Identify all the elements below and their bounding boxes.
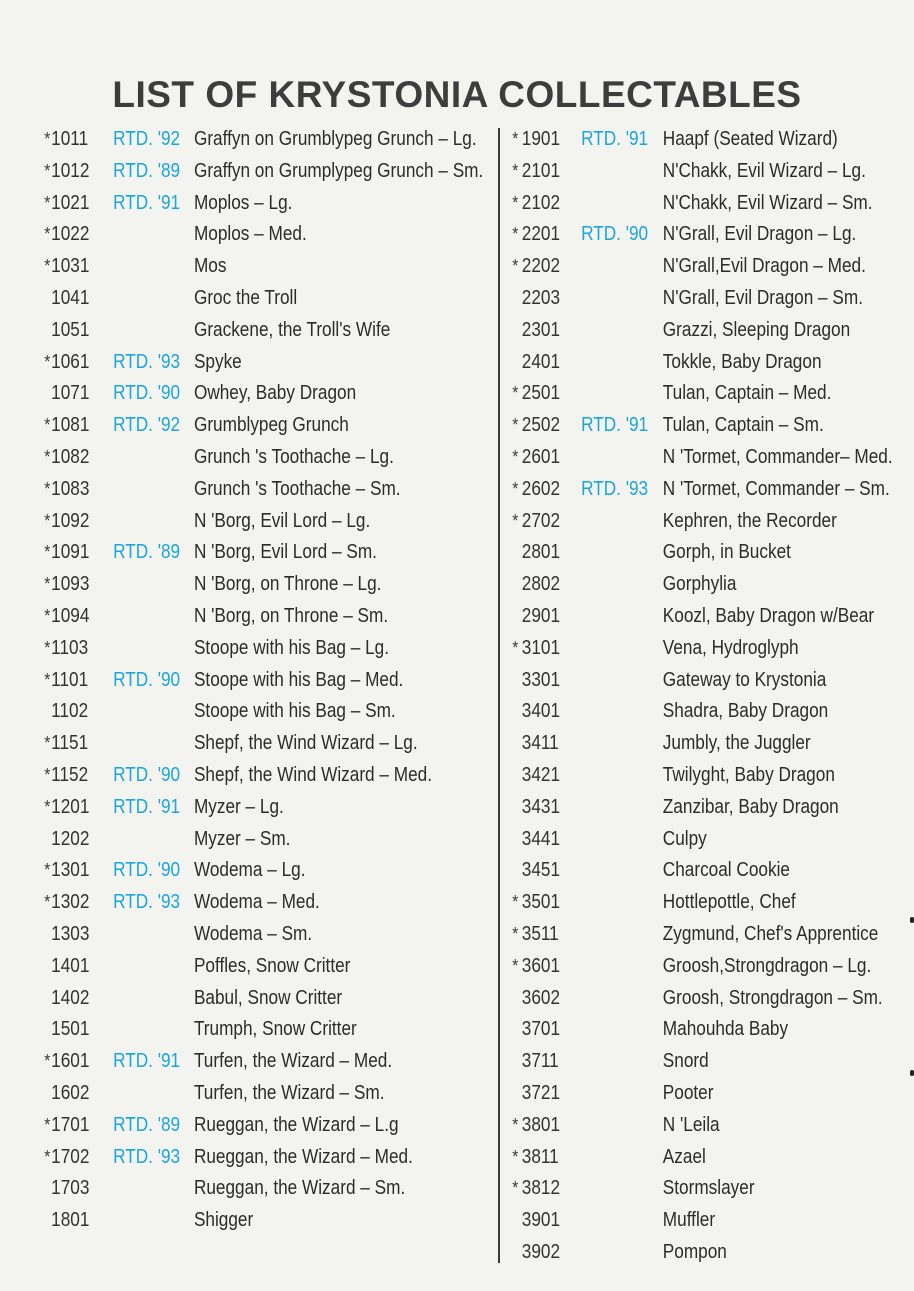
item-name: N 'Borg, on Throne – Sm. (193, 604, 389, 627)
item-name: Stormslayer (662, 1177, 755, 1200)
item-name: Muffler (662, 1209, 716, 1232)
collectable-row (508, 410, 852, 442)
item-name: Haapf (Seated Wizard) (662, 128, 838, 150)
retired-label: RTD. '89 (113, 159, 181, 182)
item-number: 3441 (521, 827, 561, 850)
availability-mark: * (44, 351, 51, 372)
item-name: Stoope with his Bag – Med. (193, 668, 404, 691)
collectable-row (40, 760, 431, 792)
item-name: Mos (193, 255, 227, 278)
item-name: Vena, Hydroglyph (662, 636, 799, 659)
item-name: Groc the Troll (193, 286, 298, 309)
availability-mark: * (44, 733, 51, 754)
item-name: Poffles, Snow Critter (193, 954, 351, 977)
item-name: N 'Borg, Evil Lord – Sm. (193, 541, 377, 564)
collectable-row (508, 1173, 852, 1205)
item-name: Graffyn on Grumplypeg Grunch – Sm. (193, 159, 484, 182)
collectable-row (508, 251, 866, 283)
item-name: Snord (662, 1050, 709, 1073)
item-name: Pompon (662, 1240, 727, 1263)
item-name: Tulan, Captain – Med. (662, 382, 832, 405)
item-name: Gorph, in Bucket (662, 541, 791, 564)
availability-mark: * (44, 192, 51, 213)
availability-mark: * (512, 510, 519, 531)
availability-mark: * (512, 224, 519, 245)
item-number: 3401 (521, 700, 561, 723)
availability-mark: * (512, 955, 519, 976)
availability-mark: * (512, 923, 519, 944)
item-number: 2501 (521, 382, 561, 405)
availability-mark: * (44, 1114, 51, 1135)
item-number: 1102 (51, 700, 89, 723)
availability-mark: * (512, 446, 519, 467)
item-name: Shigger (193, 1209, 254, 1232)
item-name: Spyke (193, 350, 242, 373)
collectable-row (40, 251, 431, 283)
collectable-row (508, 951, 872, 983)
collectable-row (40, 919, 431, 951)
item-name: N'Grall,Evil Dragon – Med. (662, 255, 866, 278)
item-number: 1152 (51, 763, 89, 786)
collectable-row (40, 315, 431, 347)
retired-label: RTD. '89 (113, 1113, 181, 1136)
item-name: Shadra, Baby Dragon (662, 700, 829, 723)
item-name: Groosh,Strongdragon – Lg. (662, 954, 872, 977)
item-number: 1041 (51, 286, 90, 309)
availability-mark: * (512, 383, 519, 404)
collectable-row (508, 1205, 852, 1237)
item-name: Kephren, the Recorder (662, 509, 837, 532)
item-number: 3411 (521, 732, 559, 755)
collectable-row (508, 665, 852, 697)
retired-label: RTD. '90 (113, 668, 181, 691)
item-number: 2601 (521, 445, 561, 468)
collectable-row (40, 506, 431, 538)
collectable-row (40, 1142, 431, 1174)
collectable-row (40, 728, 431, 760)
item-number: 3902 (521, 1240, 561, 1263)
availability-mark: * (512, 1178, 519, 1199)
item-name: Gateway to Krystonia (662, 668, 827, 691)
item-number: 3602 (521, 986, 561, 1009)
item-number: 3101 (521, 636, 561, 659)
binder-hole-mark (910, 1070, 914, 1076)
collectable-row (40, 347, 431, 379)
item-number: 2201 (521, 223, 561, 246)
collectable-row (508, 1014, 852, 1046)
item-number: 1082 (51, 445, 90, 468)
item-number: 1202 (51, 827, 90, 850)
collectable-row (508, 1110, 852, 1142)
item-number: 1702 (51, 1145, 90, 1168)
binder-hole-mark (910, 917, 914, 923)
item-name: Grunch 's Toothache – Sm. (193, 477, 401, 500)
item-number: 1401 (51, 954, 90, 977)
availability-mark: * (44, 669, 51, 690)
item-number: 3701 (521, 1018, 561, 1041)
availability-mark: * (44, 1146, 51, 1167)
collectable-row (40, 983, 431, 1015)
item-number: 1051 (51, 318, 90, 341)
left-column (40, 124, 495, 1237)
collectable-row (508, 919, 879, 951)
item-number: 1103 (51, 636, 89, 659)
retired-label: RTD. '91 (113, 795, 181, 818)
item-name: Turfen, the Wizard – Med. (193, 1050, 393, 1073)
collectable-row (508, 474, 890, 506)
availability-mark: * (512, 415, 519, 436)
collectable-row (508, 188, 873, 220)
item-number: 2202 (521, 255, 561, 278)
item-name: Moplos – Med. (193, 223, 307, 246)
item-name: Turfen, the Wizard – Sm. (193, 1081, 385, 1104)
item-name: Jumbly, the Juggler (662, 732, 811, 755)
item-number: 1101 (51, 668, 89, 691)
collectable-row (40, 219, 431, 251)
item-number: 1092 (51, 509, 90, 532)
retired-label: RTD. '93 (113, 350, 181, 373)
item-name: Culpy (662, 827, 707, 850)
item-name: Wodema – Med. (193, 891, 320, 914)
item-name: Myzer – Sm. (193, 827, 291, 850)
availability-mark: * (44, 892, 51, 913)
right-column (508, 124, 908, 1269)
item-number: 2101 (521, 159, 561, 182)
retired-label: RTD. '93 (113, 1145, 181, 1168)
item-name: Owhey, Baby Dragon (193, 382, 357, 405)
collectable-row (40, 410, 431, 442)
availability-mark: * (44, 1051, 51, 1072)
collectable-row (508, 760, 852, 792)
item-name: Zanzibar, Baby Dragon (662, 795, 839, 818)
collectable-row (40, 1110, 431, 1142)
item-name: Twilyght, Baby Dragon (662, 763, 835, 786)
retired-label: RTD. '92 (113, 128, 181, 150)
collectable-row (40, 188, 431, 220)
collectable-row (508, 219, 857, 251)
collectable-row (508, 728, 852, 760)
item-name: Grunch 's Toothache – Lg. (193, 445, 394, 468)
availability-mark: * (44, 129, 51, 149)
item-number: 2901 (521, 604, 561, 627)
item-name: N'Chakk, Evil Wizard – Lg. (662, 159, 866, 182)
collectable-row (40, 665, 431, 697)
collectable-row (40, 1173, 431, 1205)
item-number: 1151 (51, 732, 89, 755)
collectable-row (508, 506, 852, 538)
availability-mark: * (44, 160, 51, 181)
item-name: Grumblypeg Grunch (193, 414, 349, 437)
item-number: 2801 (521, 541, 561, 564)
availability-mark: * (44, 224, 51, 245)
availability-mark: * (44, 605, 51, 626)
availability-mark: * (44, 796, 51, 817)
availability-mark: * (44, 574, 51, 595)
item-number: 1031 (51, 255, 90, 278)
retired-label: RTD. '90 (113, 382, 181, 405)
item-number: 3801 (521, 1113, 561, 1136)
item-number: 2702 (521, 509, 561, 532)
item-number: 3501 (521, 891, 561, 914)
retired-label: RTD. '90 (581, 223, 649, 246)
collectable-row (508, 124, 852, 156)
availability-mark: * (44, 637, 51, 658)
item-number: 1094 (51, 604, 90, 627)
item-name: Azael (662, 1145, 706, 1168)
availability-mark: * (44, 446, 51, 467)
collectable-row (508, 855, 852, 887)
collectable-row (40, 887, 431, 919)
item-number: 3431 (521, 795, 561, 818)
retired-label: RTD. '91 (113, 191, 181, 214)
collectable-row (508, 569, 852, 601)
item-name: Charcoal Cookie (662, 859, 790, 882)
item-name: Rueggan, the Wizard – Sm. (193, 1177, 406, 1200)
item-name: Zygmund, Chef's Apprentice (662, 922, 879, 945)
collectable-row (508, 1142, 852, 1174)
item-number: 2301 (521, 318, 561, 341)
availability-mark: * (512, 256, 519, 277)
item-number: 1061 (51, 350, 90, 373)
item-number: 2401 (521, 350, 561, 373)
item-name: N 'Tormet, Commander– Med. (662, 445, 893, 468)
availability-mark: * (512, 1146, 519, 1167)
retired-label: RTD. '92 (113, 414, 181, 437)
collectable-row (508, 347, 852, 379)
item-number: 3901 (521, 1209, 561, 1232)
item-number: 2102 (521, 191, 561, 214)
item-name: Pooter (662, 1081, 714, 1104)
collectable-row (508, 824, 852, 856)
collectable-row (508, 1046, 852, 1078)
item-number: 2203 (521, 286, 561, 309)
item-name: Shepf, the Wind Wizard – Lg. (193, 732, 418, 755)
collectable-row (508, 315, 852, 347)
collectable-row (508, 156, 866, 188)
item-number: 1901 (521, 128, 561, 150)
collectable-row (40, 792, 431, 824)
item-name: Tulan, Captain – Sm. (662, 414, 824, 437)
item-name: Babul, Snow Critter (193, 986, 343, 1009)
item-name: Wodema – Lg. (193, 859, 306, 882)
item-name: Rueggan, the Wizard – L.g (193, 1113, 399, 1136)
item-number: 3421 (521, 763, 561, 786)
collectable-row (40, 283, 431, 315)
item-number: 2502 (521, 414, 561, 437)
item-number: 1022 (51, 223, 90, 246)
collectable-row (508, 983, 883, 1015)
retired-label: RTD. '90 (113, 859, 181, 882)
retired-label: RTD. '90 (113, 763, 181, 786)
item-name: N'Grall, Evil Dragon – Lg. (662, 223, 857, 246)
item-number: 1012 (51, 159, 90, 182)
item-number: 1303 (51, 922, 90, 945)
collectable-row (40, 124, 477, 156)
item-number: 3511 (521, 922, 559, 945)
availability-mark: * (44, 256, 51, 277)
item-number: 3451 (521, 859, 561, 882)
collectable-row (40, 601, 431, 633)
collectable-row (508, 442, 893, 474)
item-number: 2602 (521, 477, 561, 500)
collectable-row (40, 442, 431, 474)
item-name: Hottlepottle, Chef (662, 891, 796, 914)
item-name: N'Grall, Evil Dragon – Sm. (662, 286, 863, 309)
item-number: 3601 (521, 954, 561, 977)
item-number: 1021 (51, 191, 90, 214)
item-name: Grazzi, Sleeping Dragon (662, 318, 851, 341)
retired-label: RTD. '91 (581, 128, 649, 150)
item-name: Groosh, Strongdragon – Sm. (662, 986, 883, 1009)
availability-mark: * (512, 129, 519, 149)
item-name: N'Chakk, Evil Wizard – Sm. (662, 191, 873, 214)
collectable-row (508, 283, 863, 315)
item-number: 1501 (51, 1018, 90, 1041)
retired-label: RTD. '93 (113, 891, 181, 914)
item-number: 1302 (51, 891, 90, 914)
item-number: 1701 (51, 1113, 90, 1136)
collectable-row (40, 696, 431, 728)
collectable-row (40, 633, 431, 665)
collectable-row (40, 1205, 431, 1237)
collectable-row (40, 855, 431, 887)
item-number: 1201 (51, 795, 90, 818)
item-name: Tokkle, Baby Dragon (662, 350, 822, 373)
availability-mark: * (44, 542, 51, 563)
page-title: LIST OF KRYSTONIA COLLECTABLES (112, 74, 802, 115)
availability-mark: * (512, 160, 519, 181)
item-number: 1703 (51, 1177, 90, 1200)
item-number: 2802 (521, 573, 561, 596)
collectable-row (508, 633, 852, 665)
item-number: 1301 (51, 859, 90, 882)
item-name: Grackene, the Troll's Wife (193, 318, 391, 341)
item-number: 3711 (521, 1050, 559, 1073)
item-name: N 'Leila (662, 1113, 720, 1136)
availability-mark: * (512, 478, 519, 499)
item-name: Gorphylia (662, 573, 737, 596)
collectable-row (40, 378, 431, 410)
item-number: 1081 (51, 414, 90, 437)
retired-label: RTD. '91 (113, 1050, 181, 1073)
availability-mark: * (512, 637, 519, 658)
item-number: 3811 (521, 1145, 559, 1168)
collectable-row (40, 1046, 431, 1078)
collectable-row (508, 1237, 852, 1269)
collectable-row (40, 824, 431, 856)
item-name: Stoope with his Bag – Sm. (193, 700, 396, 723)
item-number: 1601 (51, 1050, 90, 1073)
item-number: 3721 (521, 1081, 561, 1104)
collectable-row (508, 1078, 852, 1110)
availability-mark: * (512, 892, 519, 913)
item-number: 1402 (51, 986, 90, 1009)
collectable-row (508, 792, 852, 824)
item-name: N 'Tormet, Commander – Sm. (662, 477, 890, 500)
column-divider (498, 128, 500, 1263)
item-name: Graffyn on Grumblypeg Grunch – Lg. (193, 128, 477, 150)
availability-mark: * (44, 510, 51, 531)
collectable-row (508, 601, 875, 633)
item-name: N 'Borg, Evil Lord – Lg. (193, 509, 371, 532)
retired-label: RTD. '91 (581, 414, 649, 437)
item-number: 1071 (51, 382, 90, 405)
retired-label: RTD. '89 (113, 541, 181, 564)
item-name: N 'Borg, on Throne – Lg. (193, 573, 382, 596)
collectable-row (40, 156, 484, 188)
item-name: Stoope with his Bag – Lg. (193, 636, 390, 659)
availability-mark: * (44, 860, 51, 881)
item-number: 1091 (51, 541, 90, 564)
collectable-row (40, 1078, 431, 1110)
collectable-row (40, 1014, 431, 1046)
collectable-row (40, 951, 431, 983)
item-name: Shepf, the Wind Wizard – Med. (193, 763, 432, 786)
availability-mark: * (512, 1114, 519, 1135)
collectable-row (40, 569, 431, 601)
item-number: 1083 (51, 477, 90, 500)
availability-mark: * (44, 764, 51, 785)
collectable-row (40, 537, 431, 569)
collectable-row (508, 378, 852, 410)
item-name: Wodema – Sm. (193, 922, 313, 945)
item-number: 1801 (51, 1209, 90, 1232)
item-name: Mahouhda Baby (662, 1018, 789, 1041)
item-name: Trumph, Snow Critter (193, 1018, 357, 1041)
item-name: Rueggan, the Wizard – Med. (193, 1145, 413, 1168)
item-number: 1602 (51, 1081, 90, 1104)
collectable-row (508, 696, 852, 728)
item-name: Moplos – Lg. (193, 191, 293, 214)
collectable-row (508, 887, 852, 919)
item-number: 3812 (521, 1177, 561, 1200)
availability-mark: * (512, 192, 519, 213)
collectable-row (508, 537, 852, 569)
item-name: Myzer – Lg. (193, 795, 284, 818)
item-name: Koozl, Baby Dragon w/Bear (662, 604, 875, 627)
item-number: 3301 (521, 668, 561, 691)
retired-label: RTD. '93 (581, 477, 649, 500)
collectable-row (40, 474, 431, 506)
item-number: 1093 (51, 573, 90, 596)
availability-mark: * (44, 415, 51, 436)
availability-mark: * (44, 478, 51, 499)
item-number: 1011 (51, 128, 89, 150)
